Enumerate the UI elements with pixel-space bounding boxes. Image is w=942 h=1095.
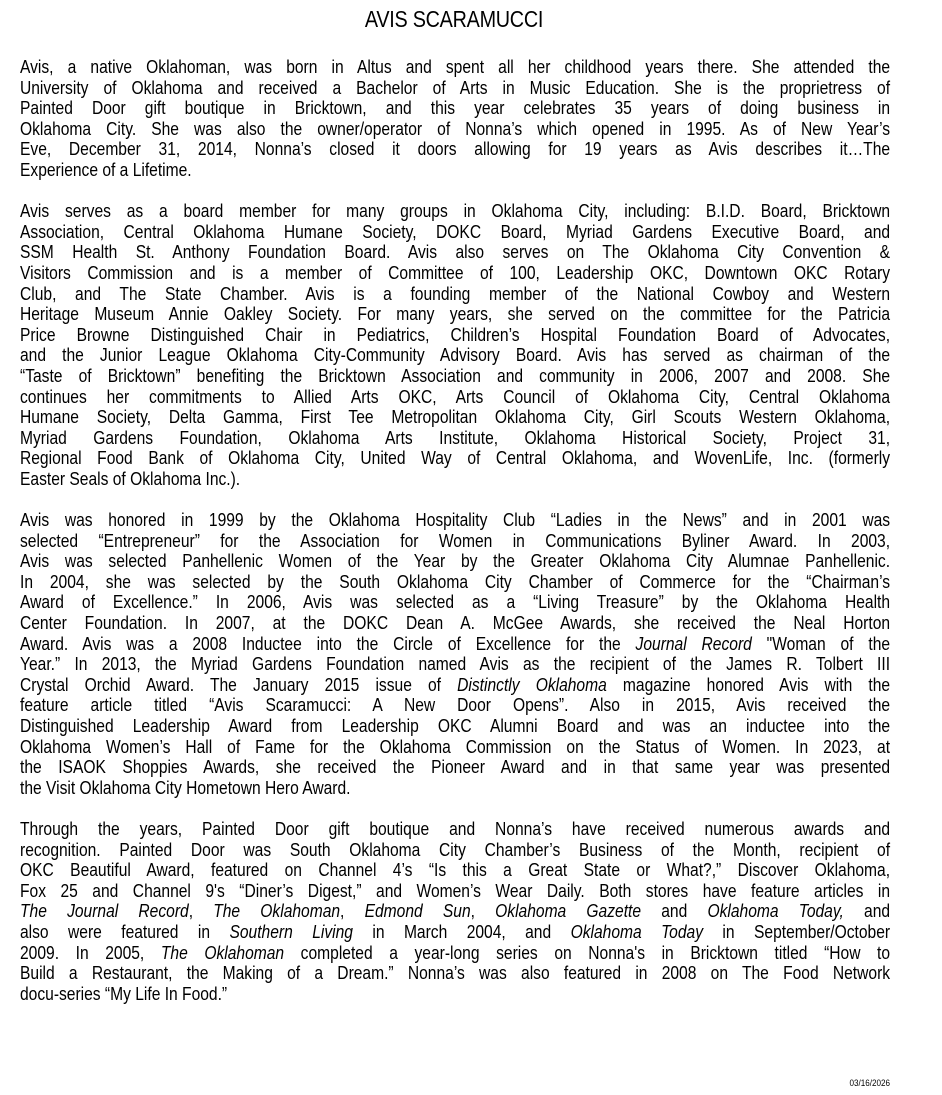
- text-line-content: [20, 57, 890, 78]
- text-line: [20, 943, 890, 964]
- text-line-content: [20, 222, 890, 243]
- text-line: [20, 901, 890, 922]
- text-run: Center Foundation. In 2007, at the DOKC Dean A. McGee Awards, she received the Neal Horton: [20, 612, 891, 634]
- text-line: [20, 160, 890, 181]
- text-line: [20, 572, 890, 593]
- text-run: SSM Health St. Anthony Foundation Board. Avis also serves on The Oklahoma City Convention &: [20, 241, 891, 263]
- text-run: 2009. In 2005,: [20, 941, 161, 963]
- text-line: [20, 634, 890, 655]
- text-line: [20, 757, 890, 778]
- text-line: [20, 201, 890, 222]
- text-line-content: [20, 675, 890, 696]
- text-run: Distinguished Leadership Award from Leadership OKC Alumni Board and was an inductee into the: [20, 715, 891, 736]
- text-line: [20, 448, 890, 469]
- text-line: [20, 428, 890, 449]
- text-line-content: [20, 304, 890, 325]
- paragraph-1: [20, 57, 890, 181]
- text-line-content: [20, 860, 890, 881]
- text-line: [20, 840, 890, 861]
- text-line: [20, 119, 890, 140]
- text-run: Avis, a native Oklahoman, was born in Altus and spent all her childhood years there. She attended the: [20, 56, 891, 77]
- text-line-content: [20, 139, 890, 160]
- text-line-content: [20, 778, 890, 799]
- italic-title: Oklahoma Today: [570, 920, 703, 942]
- text-line-content: [20, 943, 890, 964]
- text-run: Heritage Museum Annie Oakley Society. For many years, she served on the committee for the Patricia: [20, 303, 891, 325]
- text-line: [20, 263, 890, 284]
- text-run: Build a Restaurant, the Making of a Dream.” Nonna’s was also featured in 2008 on The Food Network: [20, 962, 891, 984]
- text-line: [20, 654, 890, 675]
- text-run: Easter Seals of Oklahoma Inc.).: [20, 467, 241, 489]
- paragraph-3: [20, 510, 890, 798]
- text-line-content: [20, 345, 890, 366]
- text-run: In 2004, she was selected by the South Oklahoma City Chamber of Commerce for the “Chairman’s: [20, 570, 891, 592]
- text-run: ,: [188, 900, 214, 922]
- text-run: Humane Society, Delta Gamma, First Tee Metropolitan Oklahoma City, Girl Scouts Western Oklahoma,: [20, 406, 891, 428]
- text-line-content: [20, 448, 890, 469]
- text-line: [20, 325, 890, 346]
- paragraph-4: [20, 819, 890, 1004]
- text-line: [20, 387, 890, 408]
- footer-date: 03/16/2026: [849, 1078, 890, 1088]
- text-line: [20, 984, 890, 1005]
- text-run: completed a year-long series on Nonna's in Bricktown titled “How to: [284, 941, 891, 963]
- text-line: [20, 963, 890, 984]
- italic-title: Distinctly Oklahoma: [457, 673, 607, 695]
- text-line: [20, 922, 890, 943]
- text-run: magazine honored Avis with the: [606, 673, 891, 695]
- text-run: Association, Central Oklahoma Humane Society, DOKC Board, Myriad Gardens Executive Board, and: [20, 220, 891, 242]
- text-run: Year.” In 2013, the Myriad Gardens Foundation named Avis as the recipient of the James R. Tolbert III: [20, 653, 891, 675]
- text-line: [20, 139, 890, 160]
- text-line-content: [20, 654, 890, 675]
- text-line: [20, 98, 890, 119]
- text-run: University of Oklahoma and received a Bachelor of Arts in Music Education. She is the proprietress of: [20, 76, 891, 98]
- italic-title: Oklahoma Today,: [707, 900, 844, 922]
- text-run: OKC Beautiful Award, featured on Channel 4’s “Is this a Great State or What?,” Discover Oklahoma,: [20, 859, 891, 881]
- text-run: in September/October: [702, 920, 891, 942]
- text-line: [20, 531, 890, 552]
- text-run: Club, and The State Chamber. Avis is a founding member of the National Cowboy and Western: [20, 282, 891, 304]
- text-line: [20, 778, 890, 799]
- italic-title: The Oklahoman: [213, 900, 341, 922]
- text-line: [20, 592, 890, 613]
- text-line-content: [20, 716, 890, 737]
- text-run: Oklahoma Women’s Hall of Fame for the Oklahoma Commission on the Status of Women. In 2023, at: [20, 735, 891, 757]
- text-run: ,: [470, 900, 496, 922]
- text-line-content: [20, 613, 890, 634]
- text-line: [20, 613, 890, 634]
- text-run: Avis was selected Panhellenic Women of the Year by the Greater Oklahoma City Alumnae Panhellenic.: [20, 550, 891, 572]
- text-run: Crystal Orchid Award. The January 2015 issue of: [20, 673, 458, 695]
- text-run: "Woman of the: [751, 632, 891, 654]
- text-line: [20, 716, 890, 737]
- text-line-content: [20, 407, 890, 428]
- text-line: [20, 860, 890, 881]
- text-line: [20, 407, 890, 428]
- text-run: Oklahoma City. She was also the owner/operator of Nonna’s which opened in 1995. As of New Year’s: [20, 117, 891, 139]
- text-line: [20, 737, 890, 758]
- text-line-content: [20, 263, 890, 284]
- text-run: the Visit Oklahoma City Hometown Hero Award.: [20, 776, 351, 798]
- text-run: Regional Food Bank of Oklahoma City, United Way of Central Oklahoma, and WovenLife, Inc. (formerly: [20, 447, 891, 469]
- text-line: [20, 551, 890, 572]
- italic-title: Southern Living: [229, 920, 353, 942]
- text-line-content: [20, 737, 890, 758]
- text-run: and the Junior League Oklahoma City-Community Advisory Board. Avis has served as chairman of the: [20, 344, 891, 366]
- text-run: Experience of a Lifetime.: [20, 158, 192, 180]
- text-line: [20, 242, 890, 263]
- text-line: [20, 366, 890, 387]
- text-line: [20, 284, 890, 305]
- text-run: docu-series “My Life In Food.”: [20, 982, 228, 1004]
- text-line: [20, 675, 890, 696]
- text-run: Fox 25 and Channel 9's “Diner’s Digest,” and Women’s Wear Daily. Both stores have feature articles in: [20, 879, 891, 901]
- text-line-content: [20, 901, 890, 922]
- text-line-content: [20, 366, 890, 387]
- text-run: Avis was honored in 1999 by the Oklahoma Hospitality Club “Ladies in the News” and in 2001 was: [20, 509, 891, 531]
- text-line-content: [20, 469, 890, 490]
- text-run: also were featured in: [20, 920, 230, 942]
- text-run: Through the years, Painted Door gift boutique and Nonna’s have received numerous awards and: [20, 817, 891, 839]
- text-line-content: [20, 531, 890, 552]
- text-run: and: [641, 900, 708, 922]
- text-line-content: [20, 984, 890, 1005]
- text-line-content: [20, 78, 890, 99]
- text-line-content: [20, 201, 890, 222]
- text-line-content: [20, 592, 890, 613]
- paragraph-2: [20, 201, 890, 489]
- text-line: [20, 819, 890, 840]
- text-line-content: [20, 428, 890, 449]
- text-line: [20, 222, 890, 243]
- text-run: Visitors Commission and is a member of Committee of 100, Leadership OKC, Downtown OKC Rotary: [20, 261, 891, 283]
- text-run: “Taste of Bricktown” benefiting the Bricktown Association and community in 2006, 2007 and 2008. She: [20, 364, 891, 386]
- italic-title: The Oklahoman: [160, 941, 285, 963]
- italic-title: Edmond Sun: [364, 900, 471, 922]
- text-run: selected “Entrepreneur” for the Association for Women in Communications Byliner Award. In 2003,: [20, 529, 891, 551]
- text-line-content: [20, 634, 890, 655]
- text-line-content: [20, 881, 890, 902]
- text-run: ,: [340, 900, 365, 922]
- biography-body: [20, 57, 890, 1025]
- text-line: [20, 510, 890, 531]
- text-line-content: [20, 242, 890, 263]
- text-run: Myriad Gardens Foundation, Oklahoma Arts Institute, Oklahoma Historical Society, Project 31,: [20, 426, 891, 448]
- text-line-content: [20, 284, 890, 305]
- text-run: the ISAOK Shoppies Awards, she received the Pioneer Award and in that same year was presented: [20, 756, 891, 778]
- text-line-content: [20, 757, 890, 778]
- italic-title: Oklahoma Gazette: [495, 900, 642, 922]
- text-line: [20, 881, 890, 902]
- page-title: AVIS SCARAMUCCI: [364, 6, 544, 32]
- text-line: [20, 469, 890, 490]
- text-run: recognition. Painted Door was South Oklahoma City Chamber’s Business of the Month, recipient of: [20, 838, 891, 860]
- text-run: Eve, December 31, 2014, Nonna’s closed it doors allowing for 19 years as Avis describes it…The: [20, 138, 891, 160]
- text-line-content: [20, 387, 890, 408]
- text-line-content: [20, 840, 890, 861]
- text-run: and: [843, 900, 891, 922]
- text-line-content: [20, 119, 890, 140]
- text-line: [20, 695, 890, 716]
- text-line-content: [20, 963, 890, 984]
- text-line: [20, 78, 890, 99]
- text-line-content: [20, 695, 890, 716]
- text-line: [20, 304, 890, 325]
- text-run: continues her commitments to Allied Arts OKC, Arts Council of Oklahoma City, Central Oklahoma: [20, 385, 891, 407]
- text-run: Price Browne Distinguished Chair in Pediatrics, Children’s Hospital Foundation Board of Advocates,: [20, 323, 891, 345]
- text-line-content: [20, 922, 890, 943]
- text-line: [20, 57, 890, 78]
- text-line-content: [20, 510, 890, 531]
- text-line-content: [20, 325, 890, 346]
- text-run: Painted Door gift boutique in Bricktown, and this year celebrates 35 years of doing business in: [20, 97, 891, 119]
- italic-title: The Journal Record: [20, 900, 189, 922]
- text-run: in March 2004, and: [352, 920, 571, 942]
- text-run: Award. Avis was a 2008 Inductee into the Circle of Excellence for the: [20, 632, 636, 654]
- italic-title: Journal Record: [635, 632, 752, 654]
- text-line-content: [20, 819, 890, 840]
- text-line-content: [20, 98, 890, 119]
- text-run: feature article titled “Avis Scaramucci: A New Door Opens”. Also in 2015, Avis received the: [20, 694, 891, 716]
- text-run: Avis serves as a board member for many groups in Oklahoma City, including: B.I.D. Board, Bricktown: [20, 200, 891, 222]
- text-run: Award of Excellence.” In 2006, Avis was selected as a “Living Treasure” by the Oklahoma Health: [20, 591, 891, 613]
- text-line-content: [20, 551, 890, 572]
- text-line-content: [20, 572, 890, 593]
- text-line: [20, 345, 890, 366]
- text-line-content: [20, 160, 890, 181]
